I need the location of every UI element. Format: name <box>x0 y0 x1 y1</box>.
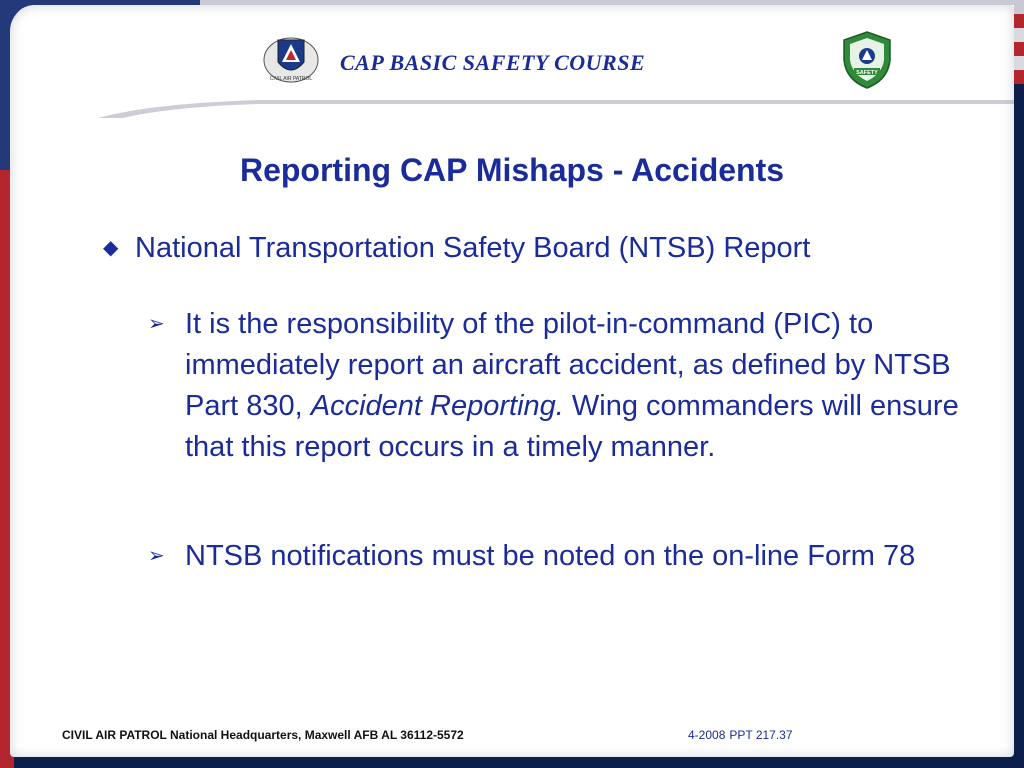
civil-air-patrol-seal-icon <box>262 32 320 84</box>
footer-date: 4-2008 <box>688 728 726 742</box>
sub-bullet-text-part2: Wing commanders will ensure that this report occurs in a timely manner. <box>185 390 959 463</box>
arrow-bullet-icon: ➢ <box>148 313 165 335</box>
sub-bullet-italic-term: Accident Reporting. <box>310 390 564 422</box>
footer-reference <box>688 728 797 742</box>
slide-title: Reporting CAP Mishaps - Accidents <box>239 152 785 188</box>
footer-organization: CIVIL AIR PATROL National Headquarters, Maxwell AFB AL 36112-5572 <box>62 728 464 742</box>
sub-bullet-text-part1: It is the responsibility of the pilot-in-command (PIC) to immediately report an aircraft accident, as defined by NTSB Part 830, <box>185 308 951 422</box>
bullet-text: National Transportation Safety Board (NTSB) Report <box>135 232 811 264</box>
sub-bullet-text <box>185 304 975 468</box>
svg-text:SAFETY: SAFETY <box>856 70 878 76</box>
diamond-bullet-icon: ◆ <box>103 237 119 259</box>
course-title: CAP BASIC SAFETY COURSE <box>340 50 646 75</box>
svg-text:CIVIL AIR PATROL: CIVIL AIR PATROL <box>269 76 313 82</box>
footer-code: PPT 217.37 <box>729 728 793 742</box>
sub-bullet-text: NTSB notifications must be noted on the on-line Form 78 <box>185 540 916 572</box>
arrow-bullet-icon: ➢ <box>148 545 165 567</box>
safety-shield-icon <box>840 30 894 90</box>
